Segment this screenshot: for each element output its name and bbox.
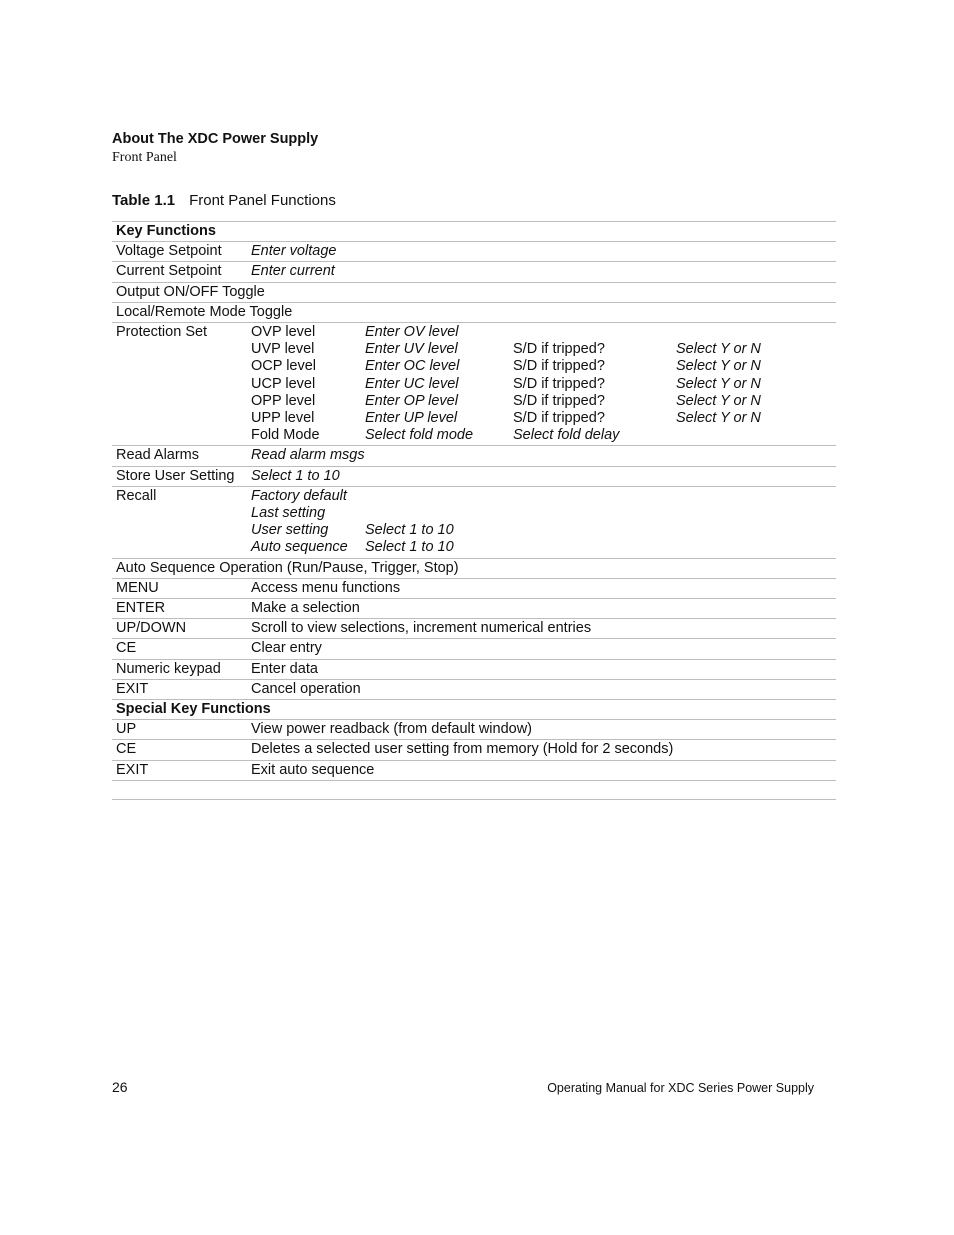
protection-name: UCP level <box>251 375 316 392</box>
protection-select: Select Y or N <box>676 410 761 427</box>
section-header-title: About The XDC Power Supply <box>112 131 319 147</box>
recall-lines <box>251 488 832 557</box>
protection-line <box>251 358 832 375</box>
protection-line <box>251 393 832 410</box>
recall-line <box>251 539 832 556</box>
section-row-key-functions <box>112 222 836 241</box>
key-description: Cancel operation <box>251 680 361 697</box>
key-description: Enter data <box>251 660 318 677</box>
table-row <box>112 446 836 465</box>
function-value: Enter voltage <box>251 243 337 260</box>
section-row-special-key-functions <box>112 700 836 719</box>
recall-line <box>251 488 832 505</box>
table-row <box>112 720 836 739</box>
protection-entry: Select fold mode <box>365 427 474 444</box>
key-description: Deletes a selected user setting from memory (Hold for 2 seconds) <box>251 741 674 758</box>
protection-name: OCP level <box>251 358 317 375</box>
function-label: Recall <box>116 487 157 504</box>
protection-name: OPP level <box>251 392 316 409</box>
protection-entry: Enter UC level <box>365 375 459 392</box>
recall-select: Select 1 to 10 <box>365 522 454 539</box>
table-row <box>112 283 836 302</box>
function-label: Read Alarms <box>116 447 200 464</box>
table-caption <box>112 192 336 209</box>
table-row-protection-set <box>112 323 836 445</box>
protection-shutdown: S/D if tripped? <box>513 358 605 375</box>
recall-option: Last setting <box>251 505 326 522</box>
recall-option: Auto sequence <box>251 539 348 556</box>
table-bottom-rule <box>112 799 836 800</box>
protection-select: Select Y or N <box>676 358 761 375</box>
protection-line <box>251 324 832 341</box>
protection-shutdown: S/D if tripped? <box>513 375 605 392</box>
protection-name: UPP level <box>251 410 315 427</box>
recall-option: Factory default <box>251 487 347 504</box>
function-label: Auto Sequence Operation (Run/Pause, Trigger, Stop) <box>116 559 459 576</box>
table-row <box>112 599 836 618</box>
key-name: UP/DOWN <box>116 620 187 637</box>
front-panel-functions-table <box>112 221 836 800</box>
protection-lines <box>251 324 832 444</box>
table-row <box>112 579 836 598</box>
table-row <box>112 242 836 261</box>
function-label: Protection Set <box>116 324 208 341</box>
recall-line <box>251 522 832 539</box>
key-description: Access menu functions <box>251 579 401 596</box>
protection-entry: Enter OV level <box>365 324 459 341</box>
key-name: ENTER <box>116 600 166 617</box>
section-heading: Key Functions <box>116 223 216 239</box>
key-name: Numeric keypad <box>116 660 221 677</box>
protection-select: Select Y or N <box>676 375 761 392</box>
table-row <box>112 619 836 638</box>
table-row <box>112 303 836 322</box>
function-label: Output ON/OFF Toggle <box>116 283 265 300</box>
protection-line <box>251 410 832 427</box>
section-heading: Special Key Functions <box>116 701 271 718</box>
function-label: Local/Remote Mode Toggle <box>116 303 293 320</box>
protection-entry: Enter OP level <box>365 392 458 409</box>
function-value: Read alarm msgs <box>251 447 365 464</box>
protection-entry: Enter UV level <box>365 341 458 358</box>
recall-select <box>365 488 513 505</box>
key-description: Make a selection <box>251 600 360 617</box>
protection-name: UVP level <box>251 341 315 358</box>
section-header-subtitle: Front Panel <box>112 150 177 165</box>
table-row <box>112 467 836 486</box>
table-caption-number: Table 1.1 <box>112 192 176 209</box>
protection-select: Select Y or N <box>676 341 761 358</box>
table-row <box>112 761 836 780</box>
protection-select <box>676 427 832 444</box>
table-row <box>112 262 836 281</box>
recall-line <box>251 505 832 522</box>
protection-shutdown <box>513 324 676 341</box>
key-description: View power readback (from default window) <box>251 721 533 738</box>
protection-entry: Enter OC level <box>365 358 460 375</box>
page-number: 26 <box>112 1079 128 1095</box>
table-bottom-spacer <box>112 781 836 799</box>
protection-select <box>676 324 832 341</box>
protection-select: Select Y or N <box>676 392 761 409</box>
key-name: CE <box>116 640 137 657</box>
key-name: EXIT <box>116 680 149 697</box>
key-name: MENU <box>116 579 159 596</box>
table-row <box>112 680 836 699</box>
function-value: Enter current <box>251 263 335 280</box>
key-description: Exit auto sequence <box>251 761 375 778</box>
function-label: Store User Setting <box>116 467 235 484</box>
table-row-recall <box>112 487 836 558</box>
protection-shutdown: S/D if tripped? <box>513 341 605 358</box>
function-label: Current Setpoint <box>116 263 222 280</box>
key-description: Scroll to view selections, increment numerical entries <box>251 620 592 637</box>
protection-shutdown: S/D if tripped? <box>513 410 605 427</box>
table-row <box>112 740 836 759</box>
protection-entry: Enter UP level <box>365 410 458 427</box>
function-value: Select 1 to 10 <box>251 467 340 484</box>
protection-shutdown: Select fold delay <box>513 427 620 444</box>
table-row <box>112 660 836 679</box>
recall-select: Select 1 to 10 <box>365 539 454 556</box>
protection-name: Fold Mode <box>251 427 320 444</box>
footer-manual-title: Operating Manual for XDC Series Power Supply <box>547 1081 814 1095</box>
protection-line <box>251 341 832 358</box>
key-name: UP <box>116 721 137 738</box>
key-description: Clear entry <box>251 640 322 657</box>
recall-select <box>365 505 513 522</box>
protection-line <box>251 427 832 444</box>
table-row <box>112 559 836 578</box>
table-caption-title: Front Panel Functions <box>189 192 336 209</box>
recall-option: User setting <box>251 522 329 539</box>
key-name: EXIT <box>116 761 149 778</box>
function-label: Voltage Setpoint <box>116 243 222 260</box>
table-row <box>112 639 836 658</box>
key-name: CE <box>116 741 137 758</box>
protection-name: OVP level <box>251 324 316 341</box>
protection-line <box>251 376 832 393</box>
protection-shutdown: S/D if tripped? <box>513 392 605 409</box>
